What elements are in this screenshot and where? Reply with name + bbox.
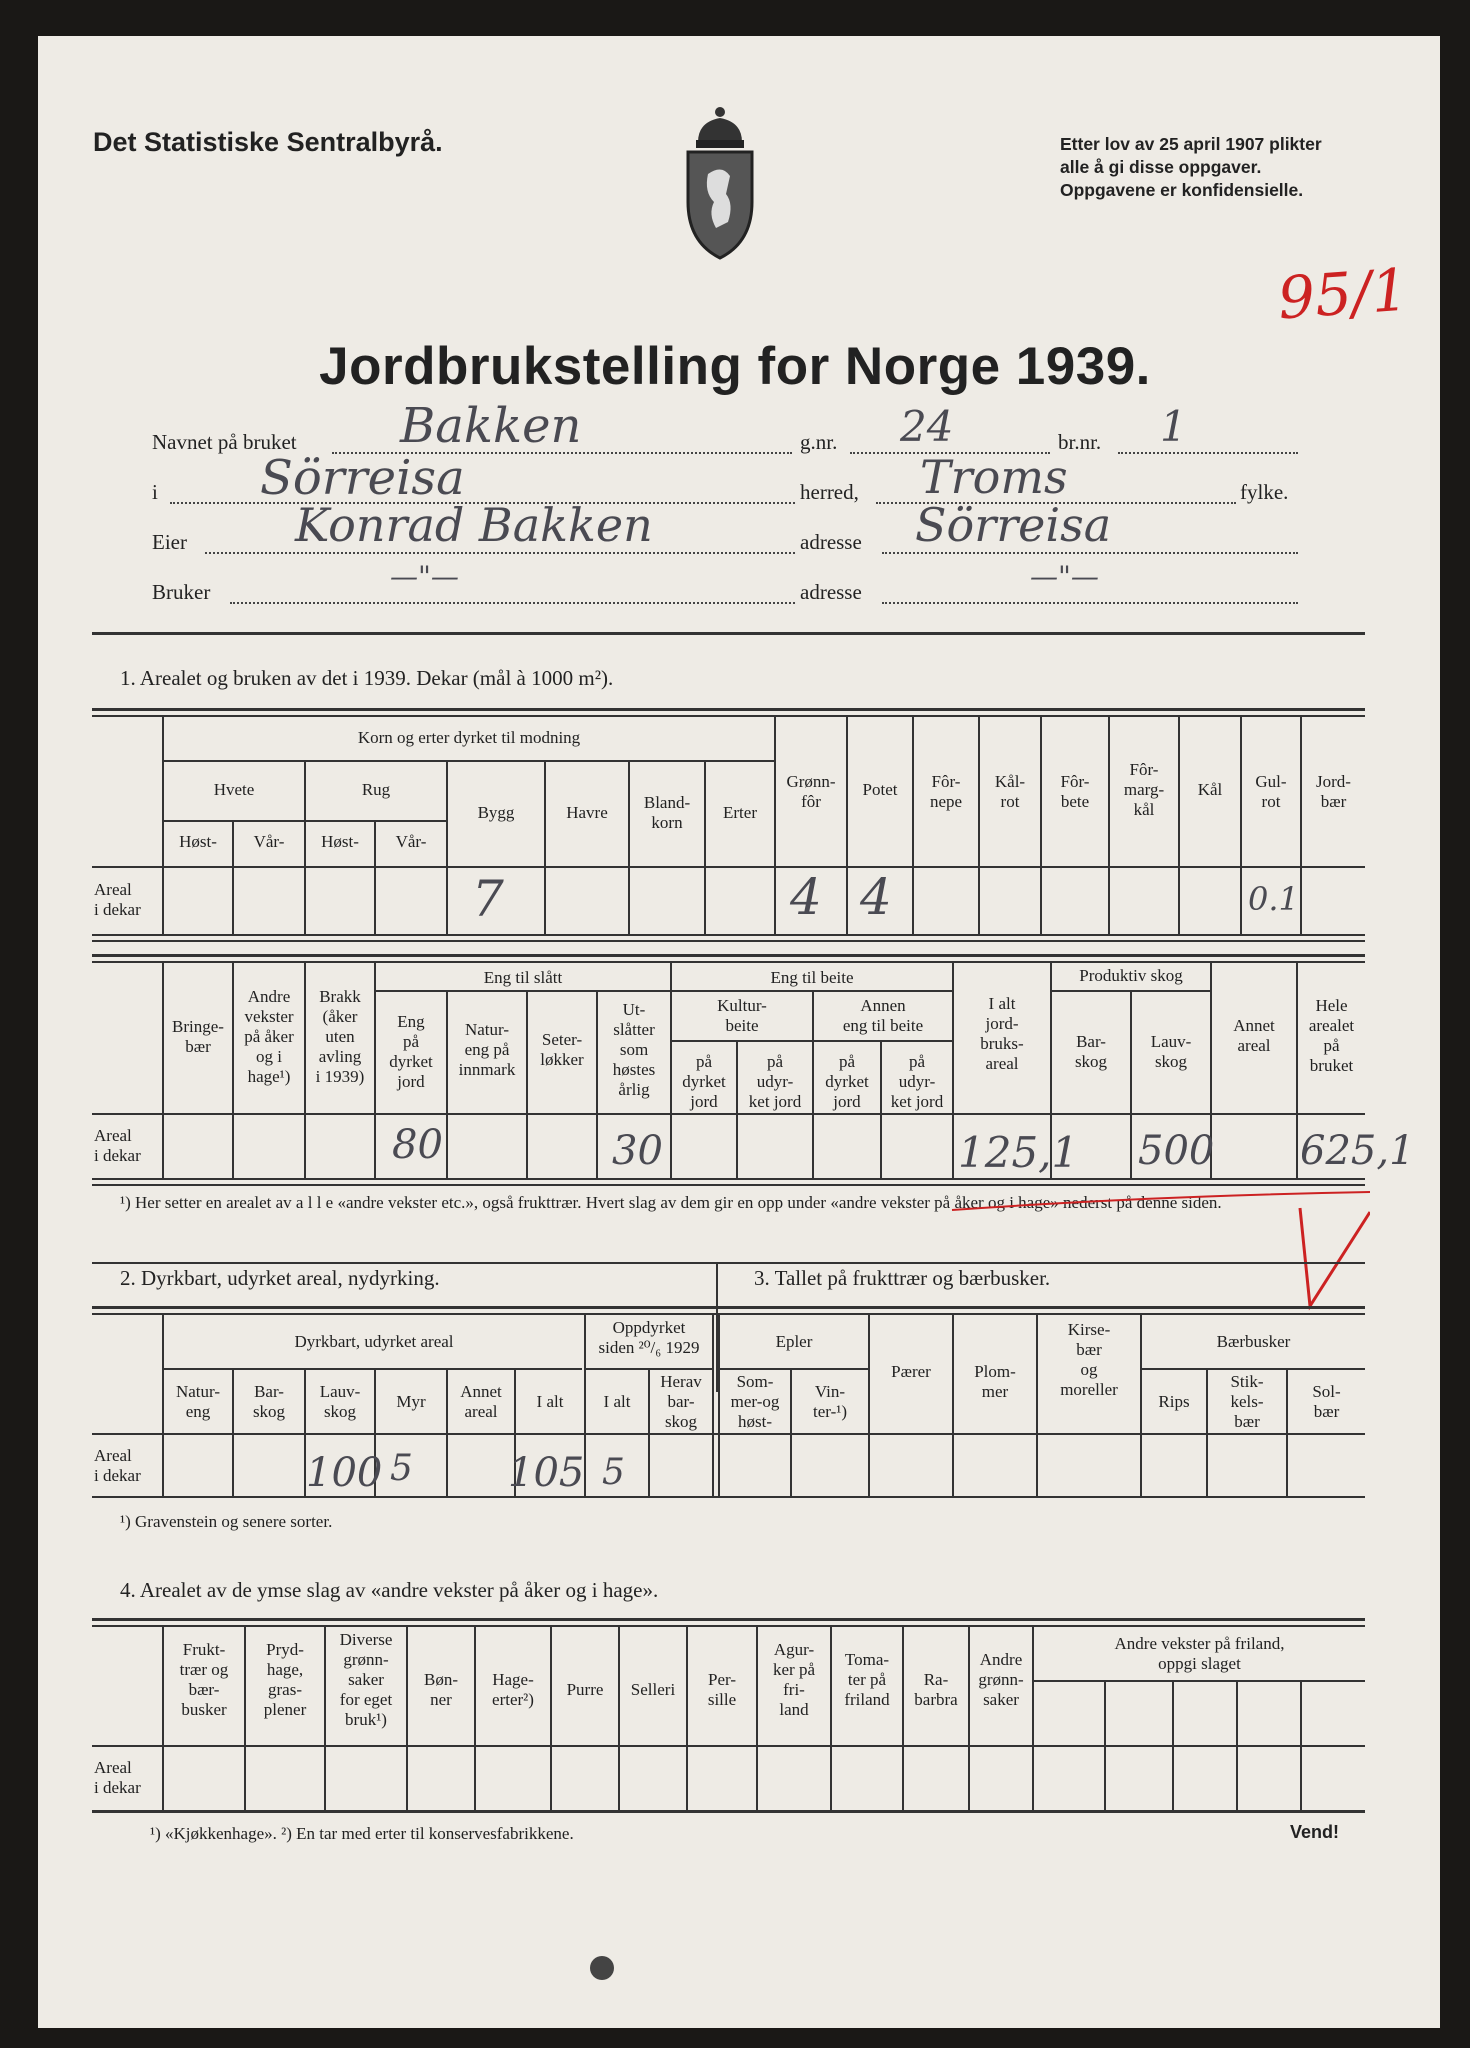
col-annen-udyrket: på udyr- ket jord (890, 1052, 944, 1111)
col-annet-areal: Annet areal (1233, 1016, 1275, 1055)
baerbusker-header: Bærbusker (1216, 1332, 1291, 1351)
col-annen-dyrket: på dyrket jord (825, 1052, 869, 1111)
section2-footnote: ¹) Gravenstein og senere sorter. (120, 1512, 333, 1531)
legal-notice (1060, 133, 1365, 202)
t3-myr-value: 5 (390, 1448, 413, 1489)
section3-heading: 3. Tallet på frukttrær og bærbusker. (754, 1266, 1051, 1290)
t2-eng-value: 80 (392, 1122, 443, 1168)
col-brakk: Brakk (åker uten avling i 1939) (315, 987, 365, 1086)
fylke-label: fylke. (1240, 480, 1289, 504)
t4-row-label: Areal i dekar (94, 1758, 141, 1797)
navnet-label: Navnet på bruket (152, 430, 297, 454)
section1-footnote: ¹) Her setter en arealet av a l l e «andre vekster etc.», også frukttrær. Hvert slag av dem gir en opp under «andre vekster på åker og i hage» nederst på denne siden. (120, 1193, 1222, 1212)
t2-utslatter-value: 30 (612, 1128, 663, 1174)
legal-line-3: Oppgavene er konfidensielle. (1060, 180, 1304, 200)
andre-friland-header: Andre vekster på friland, oppgi slaget (1114, 1634, 1285, 1673)
hvete-host: Høst- (179, 832, 217, 851)
section4-heading: 4. Arealet av de ymse slag av «andre vekster på åker og i hage». (120, 1578, 659, 1602)
org-name: Det Statistiske Sentralbyrå. (93, 127, 443, 157)
t1-jordbaer-value: 0.1 (1248, 880, 1299, 918)
col-epler-sommer: Som- mer-og høst- (730, 1372, 780, 1431)
col-s2-herav: Herav bar- skog (660, 1372, 702, 1431)
col-s2-annet: Annet areal (460, 1382, 502, 1421)
rug-var: Vår- (395, 832, 427, 851)
epler-header: Epler (775, 1332, 813, 1351)
col-agurker: Agur- ker på fri- land (772, 1640, 815, 1719)
col-stikkelsbaer: Stik- kels- bær (1230, 1372, 1264, 1431)
eier-label: Eier (152, 530, 187, 554)
rug-host: Høst- (321, 832, 359, 851)
col-epler-vinter: Vin- ter-¹) (812, 1382, 847, 1421)
col-tomater: Toma- ter på friland (844, 1650, 890, 1709)
eng-beite-header: Eng til beite (770, 968, 854, 987)
annotation-number: 95/1 (1275, 255, 1411, 333)
page-title: Jordbrukstelling for Norge 1939. (319, 337, 1151, 396)
col-s2-ialt: I alt (536, 1392, 564, 1411)
col-hageerter: Hage- erter²) (492, 1670, 534, 1709)
brnr-value: 1 (1160, 402, 1187, 451)
col-rabarbra: Ra- barbra (914, 1670, 958, 1709)
col-hele-arealet: Hele arealet på bruket (1308, 996, 1355, 1075)
col-kultur-udyrket: på udyr- ket jord (748, 1052, 802, 1111)
col-bygg: Bygg (477, 803, 515, 822)
gnr-label: g.nr. (800, 430, 838, 454)
col-prydhage: Pryd- hage, gras- plener (263, 1640, 307, 1719)
col-bringebaer: Bringe- bær (172, 1017, 224, 1056)
col-s2-opp-ialt: I alt (603, 1392, 631, 1411)
col-paerer: Pærer (891, 1362, 931, 1381)
t3-lauvskog-value: 100 (306, 1450, 383, 1496)
punch-hole-icon (590, 1956, 614, 1980)
col-diverse-gronnsaker: Diverse grønn- saker for eget bruk¹) (339, 1630, 393, 1729)
col-potet: Potet (862, 780, 898, 799)
col-frukttraer: Frukt- trær og bær- busker (179, 1640, 229, 1719)
col-gulrot: Gul- rot (1255, 772, 1287, 811)
bruker-label: Bruker (152, 580, 211, 604)
brnr-label: br.nr. (1058, 430, 1102, 454)
herred-value: Sörreisa (260, 450, 465, 506)
col-erter: Erter (723, 803, 757, 822)
col-utslatter: Ut- slåtter som høstes årlig (612, 1000, 656, 1099)
col-eng-dyrket: Eng på dyrket jord (389, 1012, 433, 1091)
col-s2-barskog: Bar- skog (252, 1382, 286, 1421)
col-purre: Purre (566, 1680, 604, 1699)
navnet-value: Bakken (400, 398, 582, 454)
t3-ialt-value: 105 (508, 1450, 585, 1496)
produktiv-skog-header: Produktiv skog (1079, 966, 1183, 985)
adresse-label: adresse (800, 530, 862, 554)
t2-lauvskog-value: 500 (1138, 1128, 1215, 1174)
col-kultur-dyrket: på dyrket jord (682, 1052, 726, 1111)
t1-potet-value: 4 (860, 868, 892, 926)
col-fornepe: Fôr- nepe (929, 772, 963, 811)
col-formargkal: Fôr- marg- kål (1123, 760, 1165, 819)
t1-bygg-value: 7 (472, 870, 504, 928)
t1-row-label: Areal i dekar (94, 880, 141, 919)
col-naturEng: Natur- eng (175, 1382, 221, 1421)
eng-slatt-header: Eng til slått (483, 968, 563, 987)
col-andre-gronnsaker: Andre grønn- saker (978, 1650, 1024, 1709)
bruker-value: —"— (390, 560, 459, 593)
t3-row-label: Areal i dekar (94, 1446, 141, 1485)
kulturbeite-header: Kultur- beite (717, 996, 767, 1035)
adresse-value: Sörreisa (915, 498, 1112, 552)
section1-heading: 1. Arealet og bruken av det i 1939. Dekar (mål à 1000 m²). (120, 666, 614, 690)
bruker-adresse-label: adresse (800, 580, 862, 604)
red-correction-mark (950, 1188, 1370, 1318)
fylke-value: Troms (920, 450, 1068, 504)
col-gronnfor: Grønn- fôr (786, 772, 836, 811)
col-natureng: Natur- eng på innmark (458, 1020, 516, 1079)
col-blandkorn: Bland- korn (643, 793, 691, 832)
col-jordbaer: Jord- bær (1316, 772, 1351, 811)
rug-header: Rug (361, 780, 391, 799)
coat-of-arms-icon (678, 104, 762, 262)
legal-line-2: alle å gi disse oppgaver. (1060, 157, 1262, 177)
dyrkbart-group-header: Dyrkbart, udyrket areal (294, 1332, 454, 1351)
col-lauvskog: Lauv- skog (1150, 1032, 1192, 1071)
korn-group-header: Korn og erter dyrket til modning (357, 728, 581, 747)
col-forbete: Fôr- bete (1060, 772, 1090, 811)
t3-opp-ialt-value: 5 (602, 1452, 625, 1493)
t2-hele-value: 625,1 (1300, 1128, 1415, 1174)
annen-beite-header: Annen eng til beite (842, 996, 924, 1035)
col-havre: Havre (566, 803, 608, 822)
col-selleri: Selleri (630, 1680, 676, 1699)
col-kal: Kål (1197, 780, 1223, 799)
bruker-adresse-value: —"— (1030, 560, 1099, 593)
legal-line-1: Etter lov av 25 april 1907 plikter (1060, 134, 1322, 154)
col-seterlokker: Seter- løkker (540, 1030, 584, 1069)
col-solbaer: Sol- bær (1312, 1382, 1341, 1421)
section2-heading: 2. Dyrkbart, udyrket areal, nydyrking. (120, 1266, 440, 1290)
herred-label: herred, (800, 480, 859, 504)
t2-ialt-value: 125,1 (958, 1128, 1079, 1177)
col-kalrot: Kål- rot (994, 772, 1026, 811)
t2-row-label: Areal i dekar (94, 1126, 141, 1165)
vend-label: Vend! (1290, 1822, 1340, 1842)
i-label: i (152, 480, 158, 504)
eier-value: Konrad Bakken (295, 498, 653, 552)
col-barskog: Bar- skog (1074, 1032, 1108, 1071)
col-s2-myr: Myr (396, 1392, 426, 1411)
col-jordbruksareal: I alt jord- bruks- areal (980, 994, 1024, 1073)
col-kirsebaer: Kirse- bær og moreller (1060, 1320, 1118, 1399)
oppdyrket-header: Oppdyrket siden ²⁰/₆ 1929 (598, 1318, 700, 1357)
col-plommer: Plom- mer (974, 1362, 1016, 1401)
col-rips: Rips (1158, 1392, 1190, 1411)
col-s2-lauvskog: Lauv- skog (319, 1382, 361, 1421)
t1-gronnfor-value: 4 (790, 868, 822, 926)
hvete-var: Vår- (253, 832, 285, 851)
hvete-header: Hvete (213, 780, 255, 799)
gnr-value: 24 (900, 402, 954, 451)
section4-footnote: ¹) «Kjøkkenhage». ²) En tar med erter til konservesfabrikkene. (150, 1824, 574, 1843)
col-bonner: Bøn- ner (424, 1670, 458, 1709)
col-andre-vekster: Andre vekster på åker og i hage¹) (244, 987, 294, 1086)
col-persille: Per- sille (707, 1670, 737, 1709)
